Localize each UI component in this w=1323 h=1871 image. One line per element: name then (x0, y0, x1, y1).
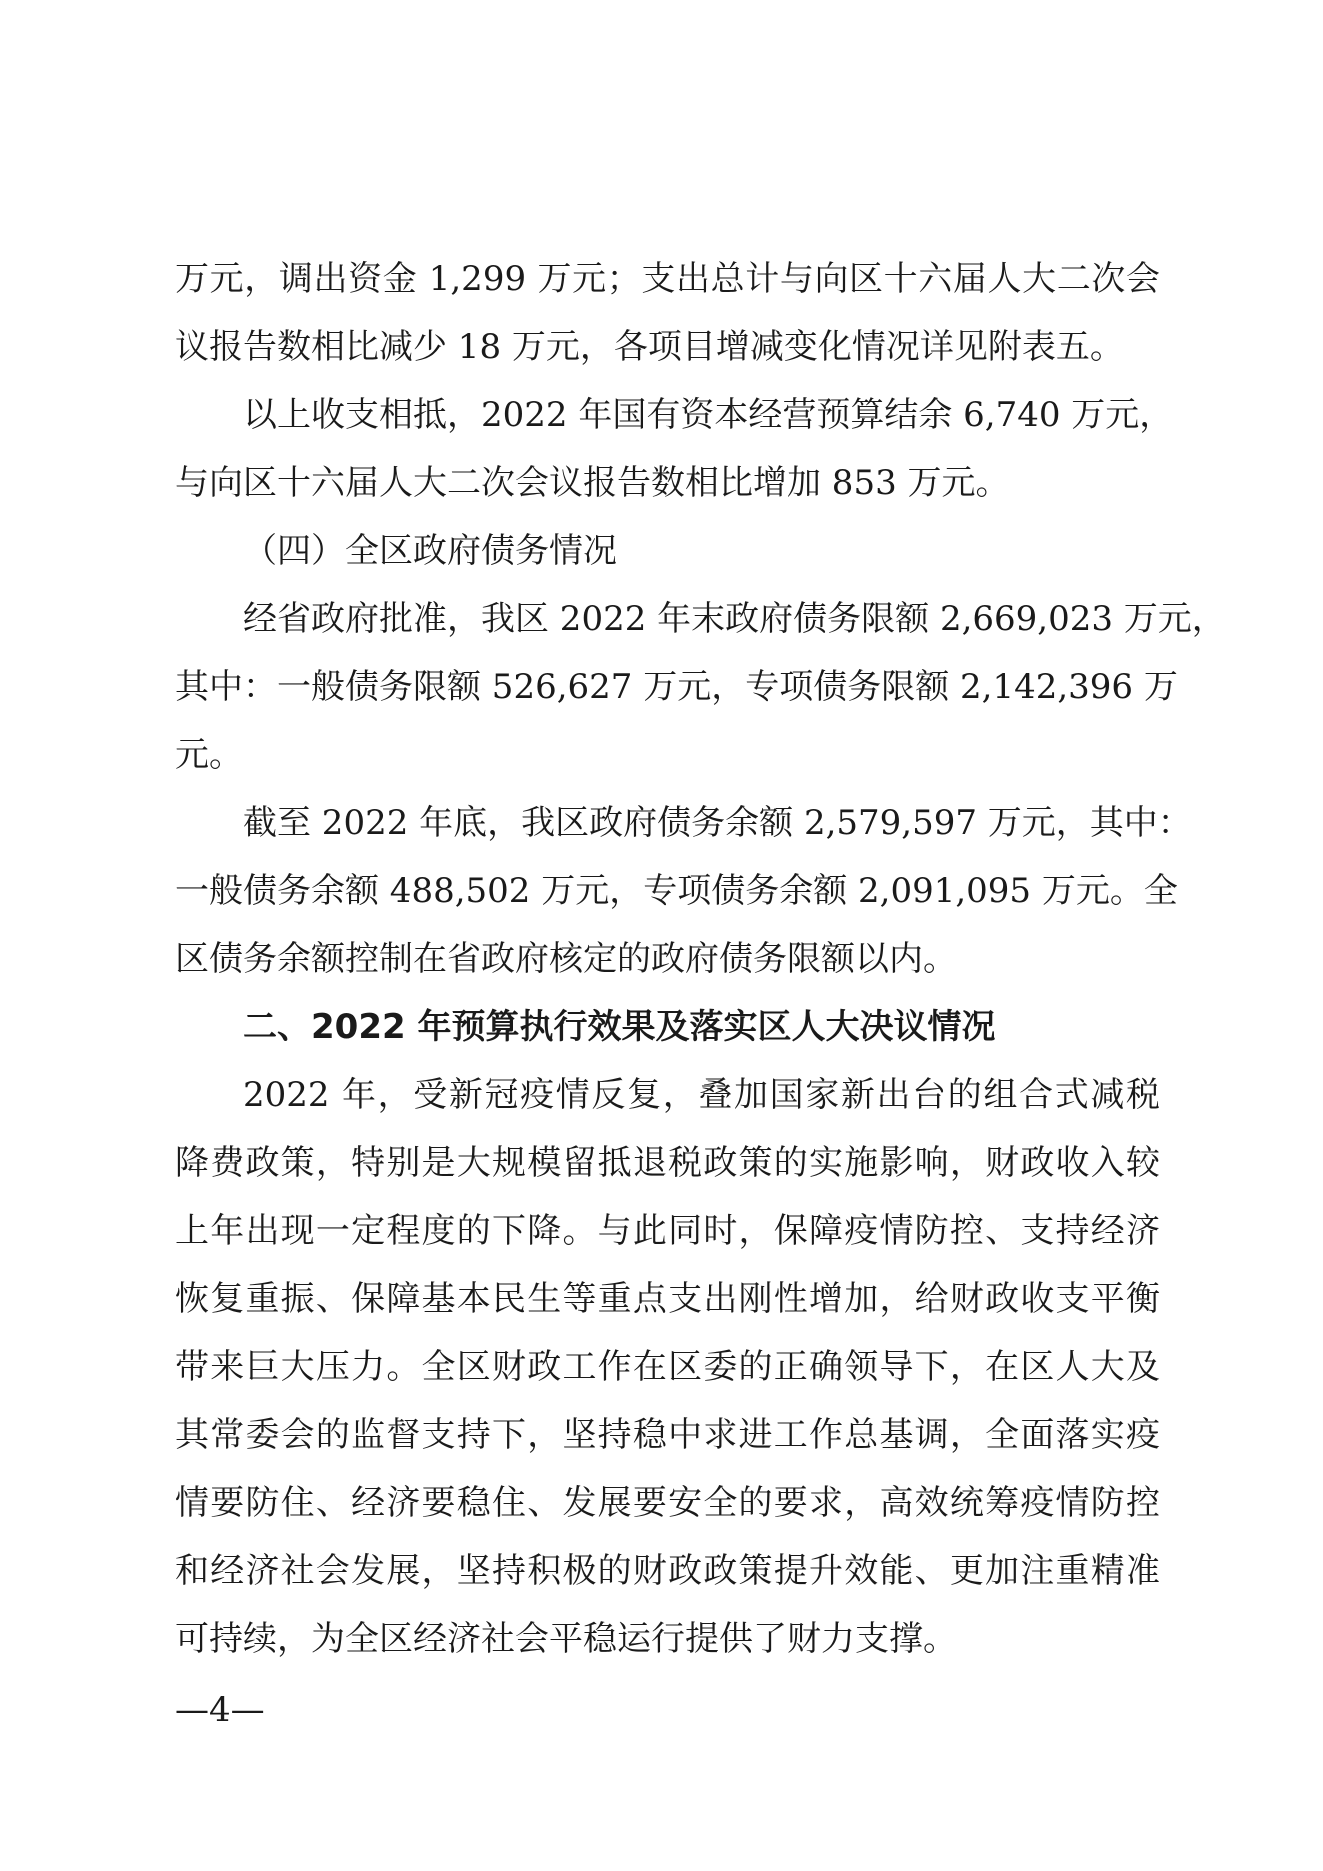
paragraph-line: 其常委会的监督支持下，坚持稳中求进工作总基调，全面落实疫 (175, 1415, 1160, 1455)
section-heading: （四）全区政府债务情况 (243, 531, 617, 571)
paragraph-line: 可持续，为全区经济社会平稳运行提供了财力支撑。 (175, 1619, 957, 1659)
paragraph-line: 以上收支相抵，2022 年国有资本经营预算结余 6,740 万元， (243, 395, 1174, 435)
paragraph-line: 截至 2022 年底，我区政府债务余额 2,579,597 万元，其中： (243, 803, 1192, 843)
paragraph-line: 带来巨大压力。全区财政工作在区委的正确领导下，在区人大及 (175, 1347, 1160, 1387)
paragraph-line: 区债务余额控制在省政府核定的政府债务限额以内。 (175, 939, 957, 979)
paragraph-line: 其中：一般债务限额 526,627 万元，专项债务限额 2,142,396 万 (175, 667, 1178, 707)
paragraph-line: 与向区十六届人大二次会议报告数相比增加 853 万元。 (175, 463, 1010, 503)
paragraph-line: 万元，调出资金 1,299 万元；支出总计与向区十六届人大二次会 (175, 259, 1160, 299)
paragraph-line: 经省政府批准，我区 2022 年末政府债务限额 2,669,023 万元， (243, 599, 1226, 639)
paragraph-line: 元。 (175, 735, 243, 775)
document-body (175, 245, 1226, 1673)
paragraph-line: 和经济社会发展，坚持积极的财政政策提升效能、更加注重精准 (175, 1551, 1160, 1591)
paragraph-line: 恢复重振、保障基本民生等重点支出刚性增加，给财政收支平衡 (175, 1279, 1160, 1319)
chapter-heading: 二、2022 年预算执行效果及落实区人大决议情况 (243, 1007, 996, 1047)
page-number: —4— (175, 1690, 265, 1730)
paragraph-line: 降费政策，特别是大规模留抵退税政策的实施影响，财政收入较 (175, 1143, 1160, 1183)
paragraph-line: 2022 年，受新冠疫情反复，叠加国家新出台的组合式减税 (243, 1075, 1160, 1115)
paragraph-line: 议报告数相比减少 18 万元，各项目增减变化情况详见附表五。 (175, 327, 1124, 367)
paragraph-line: 上年出现一定程度的下降。与此同时，保障疫情防控、支持经济 (175, 1211, 1160, 1251)
paragraph-line: 情要防住、经济要稳住、发展要安全的要求，高效统筹疫情防控 (175, 1483, 1160, 1523)
paragraph-line: 一般债务余额 488,502 万元，专项债务余额 2,091,095 万元。全 (175, 871, 1178, 911)
